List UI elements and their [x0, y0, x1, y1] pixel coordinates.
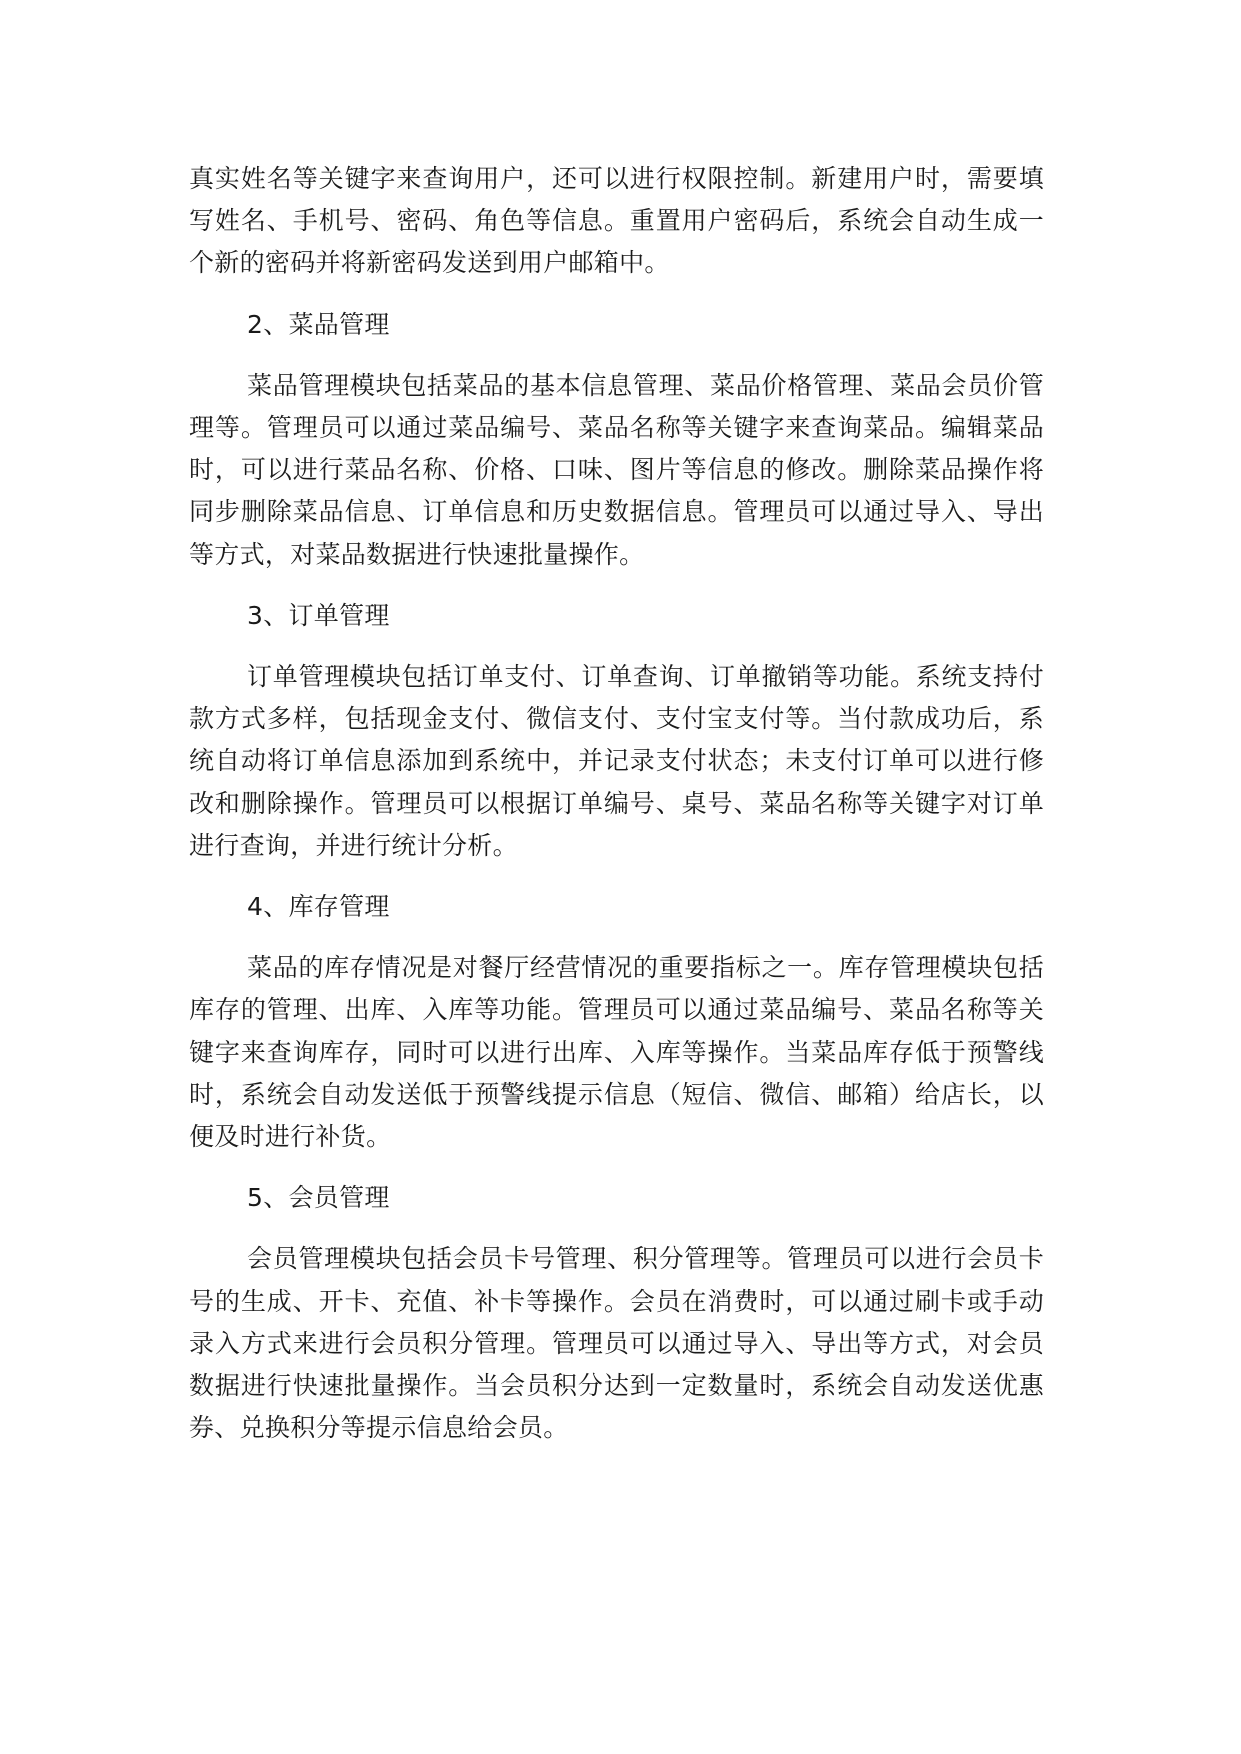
- paragraph-user-management-continued: 真实姓名等关键字来查询用户，还可以进行权限控制。新建用户时，需要填写姓名、手机号、密码、角色等信息。重置用户密码后，系统会自动生成一个新的密码并将新密码发送到用户邮箱中。: [189, 164, 1044, 278]
- paragraph-inventory-management: 菜品的库存情况是对餐厅经营情况的重要指标之一。库存管理模块包括库存的管理、出库、入库等功能。管理员可以通过菜品编号、菜品名称等关键字来查询库存，同时可以进行出库、入库等操作。当菜品库存低于预警线时，系统会自动发送低于预警线提示信息（短信、微信、邮箱）给店长，以便及时进行补货。: [189, 953, 1044, 1152]
- section-heading-member-management: 5、会员管理: [247, 1183, 390, 1213]
- section-heading-inventory-management: 4、库存管理: [247, 892, 390, 922]
- paragraph-member-management: 会员管理模块包括会员卡号管理、积分管理等。管理员可以进行会员卡号的生成、开卡、充值、补卡等操作。会员在消费时，可以通过刷卡或手动录入方式来进行会员积分管理。管理员可以通过导入、导出等方式，对会员数据进行快速批量操作。当会员积分达到一定数量时，系统会自动发送优惠券、兑换积分等提示信息给会员。: [189, 1244, 1044, 1443]
- document-body: [189, 158, 1044, 1468]
- paragraph-dish-management: 菜品管理模块包括菜品的基本信息管理、菜品价格管理、菜品会员价管理等。管理员可以通过菜品编号、菜品名称等关键字来查询菜品。编辑菜品时，可以进行菜品名称、价格、口味、图片等信息的修改。删除菜品操作将同步删除菜品信息、订单信息和历史数据信息。管理员可以通过导入、导出等方式，对菜品数据进行快速批量操作。: [189, 370, 1044, 569]
- section-heading-order-management: 3、订单管理: [247, 600, 390, 630]
- paragraph-order-management: 订单管理模块包括订单支付、订单查询、订单撤销等功能。系统支持付款方式多样，包括现金支付、微信支付、支付宝支付等。当付款成功后，系统自动将订单信息添加到系统中，并记录支付状态；未支付订单可以进行修改和删除操作。管理员可以根据订单编号、桌号、菜品名称等关键字对订单进行查询，并进行统计分析。: [189, 662, 1044, 860]
- section-heading-dish-management: 2、菜品管理: [247, 309, 390, 339]
